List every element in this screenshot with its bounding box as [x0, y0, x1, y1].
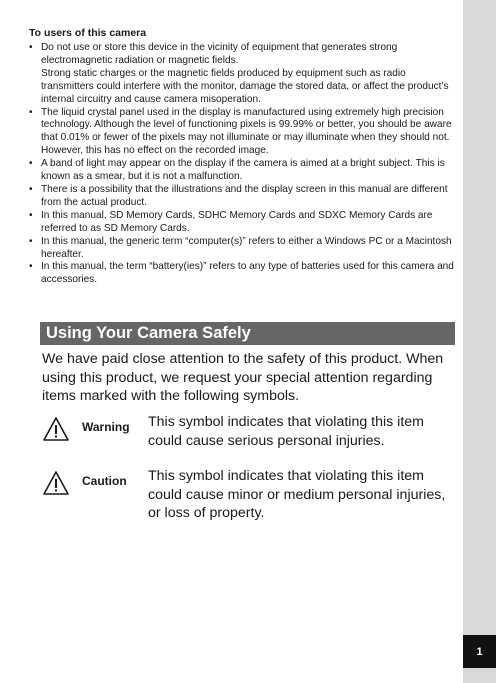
notice-item-text: Do not use or store this device in the vicinity of equipment that generates strong electromagnetic radiation or magnetic fields.	[41, 42, 398, 66]
page-number: 1	[463, 635, 496, 668]
notice-item-extra: Strong static charges or the magnetic fields produced by equipment such as radio transmitters could interfere with the monitor, damage the stored data, or affect the product’s internal circuitry and cause camera misoperation.	[41, 67, 449, 105]
notice-list	[29, 42, 457, 287]
warning-description: This symbol indicates that violating this item could cause serious personal injuries.	[148, 414, 424, 449]
notice-item-text: In this manual, the term “battery(ies)” refers to any type of batteries used for this camera and accessories.	[41, 261, 454, 286]
notice-item-text: In this manual, the generic term “computer(s)” refers to either a Windows PC or a Macintosh hereafter.	[41, 235, 452, 260]
notice-item: • There is a possibility that the illustrations and the display screen in this manual are different from the actual product.	[29, 183, 448, 208]
notice-item: • In this manual, SD Memory Cards, SDHC Memory Cards and SDXC Memory Cards are referred to as SD Memory Cards.	[29, 209, 433, 234]
caution-description: This symbol indicates that violating this item could cause minor or medium personal injuries, or loss of property.	[148, 468, 446, 521]
notice-item-text: In this manual, SD Memory Cards, SDHC Memory Cards and SDXC Memory Cards are referred to as SD Memory Cards.	[41, 209, 433, 234]
notice-item-text: There is a possibility that the illustrations and the display screen in this manual are different from the actual product.	[41, 183, 448, 208]
safety-intro: We have paid close attention to the safety of this product. When using this product, we request your special attention regarding items marked with the following symbols.	[42, 351, 444, 404]
notice-title: To users of this camera	[29, 27, 147, 39]
notice-item: • In this manual, the generic term “computer(s)” refers to either a Windows PC or a Macintosh hereafter.	[29, 235, 452, 260]
warning-triangle-icon	[42, 416, 70, 442]
caution-triangle-icon	[42, 470, 70, 496]
caution-label: Caution	[82, 474, 127, 488]
caution-symbol-row	[42, 467, 454, 525]
warning-symbol-row	[42, 413, 454, 453]
safety-heading: Using Your Camera Safely	[40, 322, 455, 345]
warning-label: Warning	[82, 420, 130, 434]
notice-item-text: A band of light may appear on the display if the camera is aimed at a bright subject. This is known as a smear, but it is not a malfunction.	[41, 158, 445, 183]
notice-item: • Do not use or store this device in the vicinity of equipment that generates strong electromagnetic radiation or magnetic fields. Strong static charges or the magnetic fields produced by equipment such as radio transmitters could interfere with the monitor, damage the stored data, or affect the product’s internal circuitry and cause camera misoperation.	[29, 42, 457, 107]
notice-item: • A band of light may appear on the display if the camera is aimed at a bright subject. This is known as a smear, but it is not a malfunction.	[29, 158, 445, 183]
notice-item-text: The liquid crystal panel used in the display is manufactured using extremely high precision technology. Although the level of functioning pixels is 99.99% or better, you should be aware that 0.01% or fewer of the pixels may not illuminate or may illuminate when they should not. However, this has no effect on the recorded image.	[41, 106, 452, 157]
notice-item: • The liquid crystal panel used in the display is manufactured using extremely high precision technology. Although the level of functioning pixels is 99.99% or better, you should be aware that 0.01% or fewer of the pixels may not illuminate or may illuminate when they should not. However, this has no effect on the recorded image.	[29, 106, 452, 157]
notice-item: • In this manual, the term “battery(ies)” refers to any type of batteries used for this camera and accessories.	[29, 261, 454, 286]
page-side-tab	[463, 0, 496, 683]
camera-notice-section	[29, 27, 457, 287]
